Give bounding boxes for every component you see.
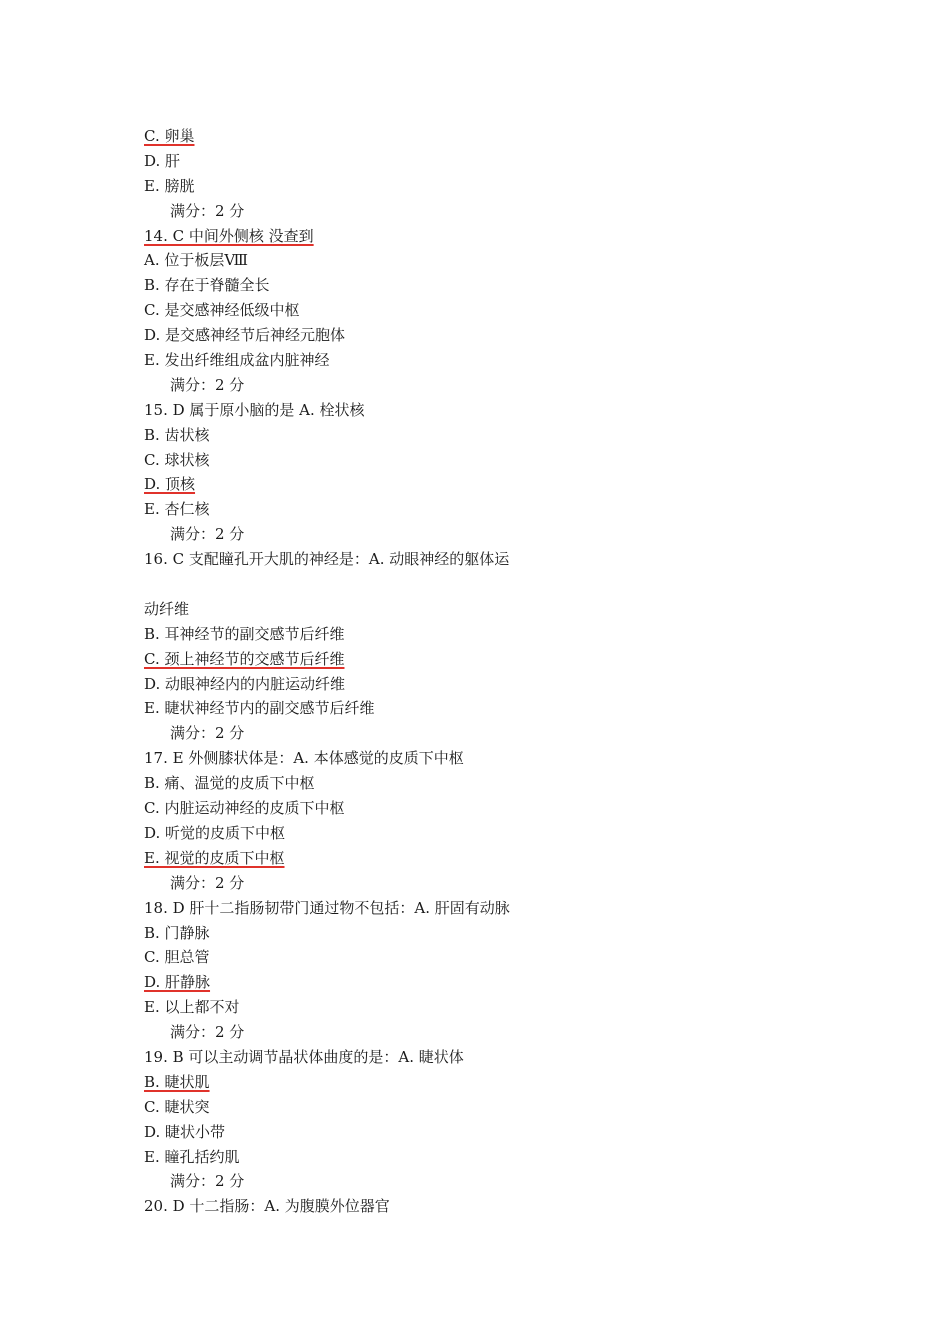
score-line: [144, 1169, 844, 1194]
score-line: [144, 373, 844, 398]
line-text: 17. E 外侧膝状体是：A. 本体感觉的皮质下中枢: [144, 749, 464, 768]
line-text: D. 听觉的皮质下中枢: [144, 823, 286, 842]
line-text: C. 是交感神经低级中枢: [144, 301, 300, 320]
option-line: [144, 348, 844, 373]
line-text: B. 耳神经节的副交感节后纤维: [144, 624, 345, 643]
line-text: D. 睫状小带: [144, 1122, 226, 1141]
line-text: C. 球状核: [144, 450, 210, 469]
option-line: [144, 323, 844, 348]
line-text: 满分：2 分: [170, 375, 245, 394]
line-text: C. 胆总管: [144, 948, 210, 967]
score-line: [144, 522, 844, 547]
option-line: [144, 796, 844, 821]
line-text: E. 发出纤维组成盆内脏神经: [144, 351, 330, 370]
option-line: [144, 174, 844, 199]
question-line: [144, 224, 844, 249]
option-line: [144, 1145, 844, 1170]
option-line: [144, 995, 844, 1020]
option-line: [144, 273, 844, 298]
answer-text-underlined: D. 顶核: [144, 475, 196, 494]
option-line: [144, 448, 844, 473]
option-line: [144, 647, 844, 672]
option-line: [144, 248, 844, 273]
question-line: [144, 398, 844, 423]
line-text: B. 齿状核: [144, 425, 210, 444]
option-line: [144, 945, 844, 970]
answer-text-underlined: C. 卵巢: [144, 127, 195, 145]
option-line: [144, 1070, 844, 1095]
line-text: A. 位于板层Ⅷ: [144, 251, 248, 270]
score-line: [144, 1020, 844, 1045]
text-line: [144, 597, 844, 622]
line-text: 满分：2 分: [170, 201, 245, 220]
option-line: [144, 622, 844, 647]
line-text: B. 存在于脊髓全长: [144, 276, 270, 295]
question-line: [144, 896, 844, 921]
option-line: [144, 423, 844, 448]
option-line: [144, 472, 844, 497]
score-line: [144, 199, 844, 224]
line-text: 18. D 肝十二指肠韧带门通过物不包括：A. 肝固有动脉: [144, 898, 510, 917]
blank-line: [144, 572, 844, 597]
line-text: 16. C 支配瞳孔开大肌的神经是：A. 动眼神经的躯体运: [144, 550, 510, 569]
line-text: D. 是交感神经节后神经元胞体: [144, 326, 346, 345]
option-line: [144, 149, 844, 174]
answer-text-underlined: C. 颈上神经节的交感节后纤维: [144, 649, 345, 668]
line-text: 动纤维: [144, 599, 190, 618]
option-line: [144, 771, 844, 796]
option-line: [144, 298, 844, 323]
line-text: E. 瞳孔括约肌: [144, 1147, 240, 1166]
score-line: [144, 871, 844, 896]
option-line: [144, 1120, 844, 1145]
line-text: D. 动眼神经内的内脏运动纤维: [144, 674, 346, 693]
option-line: [144, 846, 844, 871]
option-line: [144, 1095, 844, 1120]
line-text: 满分：2 分: [170, 724, 245, 743]
line-text: E. 杏仁核: [144, 500, 210, 519]
answer-text-underlined: E. 视觉的皮质下中枢: [144, 848, 285, 867]
line-text: 20. D 十二指肠：A. 为腹膜外位器官: [144, 1197, 390, 1216]
option-line: [144, 696, 844, 721]
line-text: E. 睫状神经节内的副交感节后纤维: [144, 699, 375, 718]
line-text: C. 睫状突: [144, 1097, 210, 1116]
line-text: B. 门静脉: [144, 923, 210, 942]
option-line: [144, 672, 844, 697]
answer-text-underlined: B. 睫状肌: [144, 1072, 210, 1091]
question-line: [144, 746, 844, 771]
question-line: [144, 1045, 844, 1070]
option-line: [144, 970, 844, 995]
answer-text-underlined: 14. C 中间外侧核 没查到: [144, 226, 314, 245]
line-text: E. 膀胱: [144, 176, 195, 195]
option-line: [144, 821, 844, 846]
question-list: [144, 124, 844, 1219]
line-text: 15. D 属于原小脑的是 A. 栓状核: [144, 400, 365, 419]
line-text: 满分：2 分: [170, 1172, 245, 1191]
line-text: 满分：2 分: [170, 1023, 245, 1042]
line-text: 满分：2 分: [170, 873, 245, 892]
line-text: D. 肝: [144, 151, 181, 170]
line-text: B. 痛、温觉的皮质下中枢: [144, 774, 315, 793]
line-text: 19. B 可以主动调节晶状体曲度的是：A. 睫状体: [144, 1047, 464, 1066]
question-line: [144, 547, 844, 572]
answer-text-underlined: D. 肝静脉: [144, 973, 211, 992]
option-line: [144, 921, 844, 946]
option-line: [144, 497, 844, 522]
line-text: 满分：2 分: [170, 525, 245, 544]
option-line: [144, 124, 844, 149]
line-text: E. 以上都不对: [144, 998, 240, 1017]
score-line: [144, 721, 844, 746]
question-line: [144, 1194, 844, 1219]
line-text: C. 内脏运动神经的皮质下中枢: [144, 799, 345, 818]
